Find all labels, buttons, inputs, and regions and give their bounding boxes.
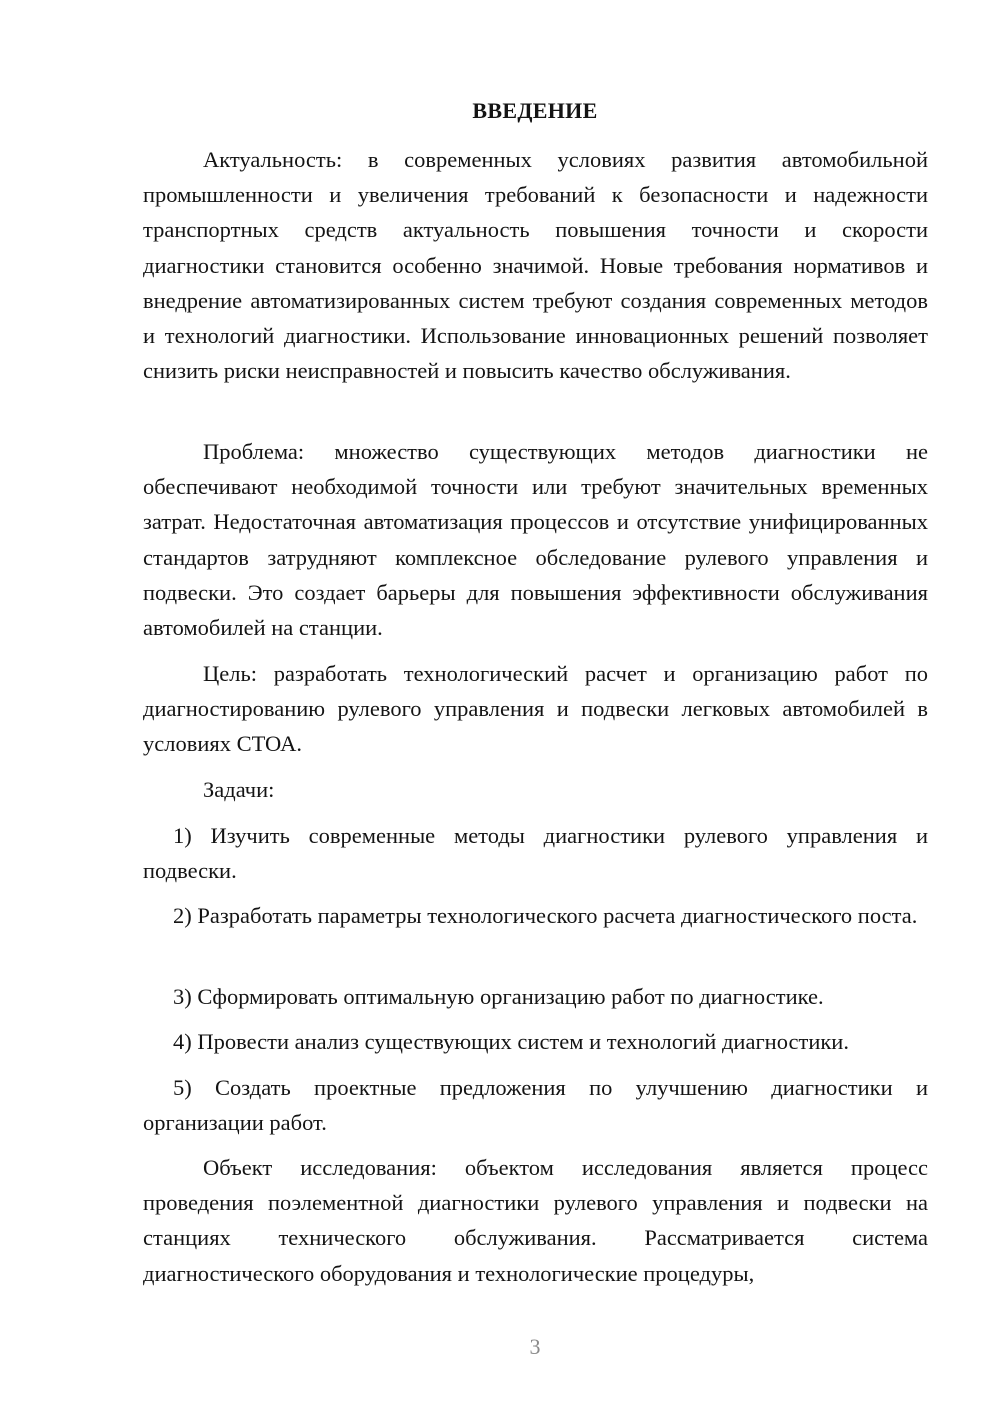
paragraph-object: Объект исследования: объектом исследования является процесс проведения поэлементной диагностики рулевого управления и подвески на станциях технического обслуживания. Рассматривается система диагностического оборудования и технологические процедуры, (143, 1155, 928, 1286)
paragraph-relevance: Актуальность: в современных условиях развития автомобильной промышленности и увеличения требований к безопасности и надежности транспортных средств актуальность повышения точности и скорости диагностики становится особенно значимой. Новые требования нормативов и внедрение автоматизированных систем требуют создания современных методов и технологий диагностики. Использование инновационных решений позволяет снизить риски неисправностей и повысить качество обслуживания. (143, 147, 928, 384)
tasks-heading: Задачи: (203, 777, 275, 802)
task-item-2: 2) Разработать параметры технологического расчета диагностического поста. (173, 903, 918, 928)
paragraph-problem: Проблема: множество существующих методов диагностики не обеспечивают необходимой точности или требуют значительных временных затрат. Недостаточная автоматизация процессов и отсутствие унифицированных стандартов затрудняют комплексное обследование рулевого управления и подвески. Это создает барьеры для повышения эффективности обслуживания автомобилей на станции. (143, 439, 928, 641)
section-title: ВВЕДЕНИЕ (472, 98, 598, 123)
task-item-4: 4) Провести анализ существующих систем и технологий диагностики. (173, 1029, 849, 1054)
page-number: 3 (529, 1334, 541, 1359)
task-item-5: 5) Создать проектные предложения по улучшению диагностики и организации работ. (143, 1075, 928, 1136)
task-item-3: 3) Сформировать оптимальную организацию работ по диагностике. (173, 984, 824, 1009)
task-item-1: 1) Изучить современные методы диагностики рулевого управления и подвески. (143, 823, 928, 884)
paragraph-goal: Цель: разработать технологический расчет и организацию работ по диагностированию рулевого управления и подвески легковых автомобилей в условиях СТОА. (143, 661, 928, 757)
